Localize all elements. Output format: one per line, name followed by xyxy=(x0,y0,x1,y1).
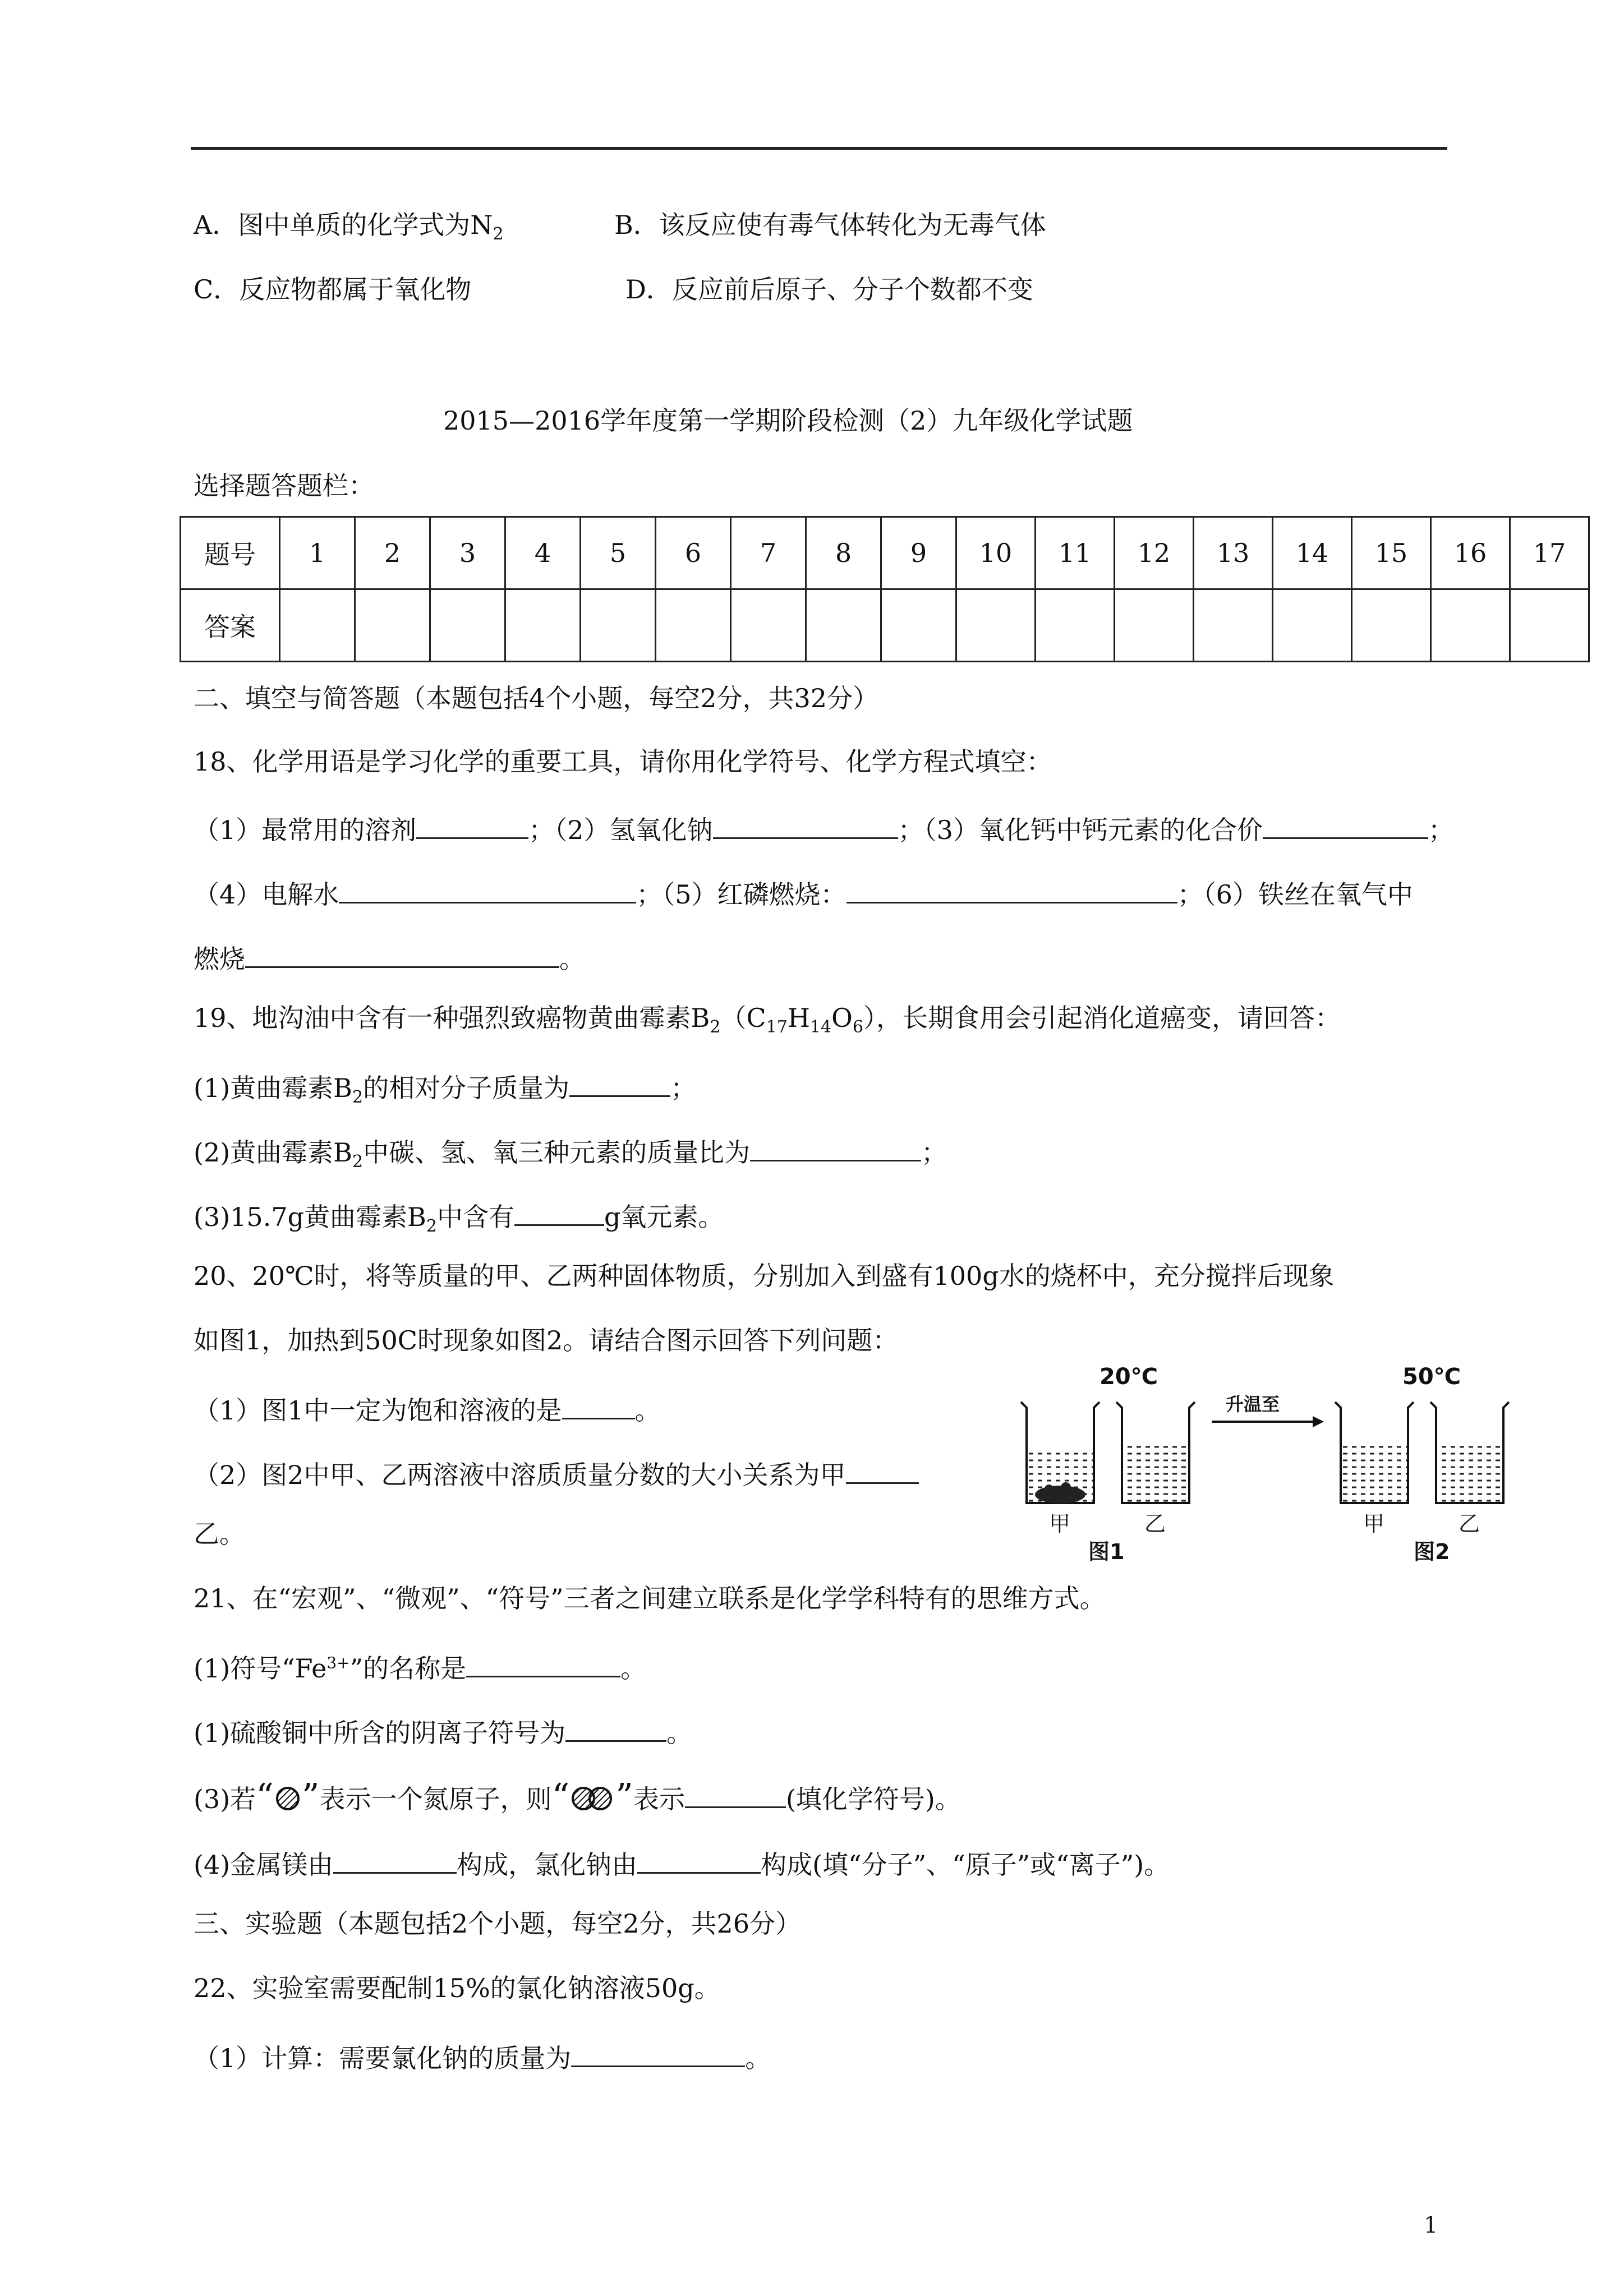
answer-cell[interactable] xyxy=(355,589,430,662)
table-row-numbers xyxy=(181,517,1589,589)
answer-blank[interactable] xyxy=(562,1392,635,1419)
q21-stem: 21、在“宏观”、“微观”、“符号”三者之间建立联系是化学学科特有的思维方式。 xyxy=(194,1583,1106,1613)
table-cell: 5 xyxy=(581,517,656,589)
answer-blank[interactable] xyxy=(846,1456,919,1484)
table-cell: 14 xyxy=(1273,517,1352,589)
table-cell: 7 xyxy=(731,517,806,589)
nitrogen-molecule-icon xyxy=(569,1786,615,1811)
answer-blank[interactable] xyxy=(637,1846,761,1874)
exam-title: 2015—2016学年度第一学期阶段检测（2）九年级化学试题 xyxy=(443,405,1133,436)
table-cell: 16 xyxy=(1431,517,1510,589)
heat-arrow xyxy=(1212,1394,1324,1427)
answer-cell[interactable] xyxy=(1431,589,1510,662)
q19-part2: (2)黄曲霉素$B_2$中碳、氢、氧三种元素的质量比为 ； xyxy=(194,1134,947,1170)
q22-stem: 22、实验室需要配制15%的氯化钠溶液50g。 xyxy=(194,1973,720,2003)
answer-blank[interactable] xyxy=(571,2040,745,2067)
q18-line1: （1）最常用的溶剂 ；（2）氢氧化钠 ；（3）氧化钙中钙元素的化合价 ； xyxy=(194,812,1454,843)
beaker-label-yi-2: 乙 xyxy=(1459,1511,1480,1536)
answer-blank[interactable] xyxy=(569,1069,670,1097)
section-3-heading: 三、实验题（本题包括2个小题，每空2分，共26分） xyxy=(194,1908,802,1939)
answer-cell[interactable] xyxy=(1510,589,1589,662)
q18-line3: 燃烧 。 xyxy=(194,940,585,972)
answer-cell[interactable] xyxy=(956,589,1036,662)
beaker-label-jia-1: 甲 xyxy=(1049,1511,1071,1536)
table-cell: 8 xyxy=(806,517,881,589)
answer-cell[interactable] xyxy=(1115,589,1194,662)
beaker-label-yi-1: 乙 xyxy=(1144,1511,1166,1536)
q20-part2: （2）图2中甲、乙两溶液中溶质质量分数的大小关系为甲 xyxy=(194,1456,919,1488)
answer-blank[interactable] xyxy=(565,1714,666,1742)
answer-bar-label: 选择题答题栏： xyxy=(194,471,374,501)
answer-cell[interactable] xyxy=(881,589,956,662)
beaker-jia-fig2 xyxy=(1335,1402,1414,1503)
table-cell: 12 xyxy=(1115,517,1194,589)
option-c: C．反应物都属于氧化物 xyxy=(194,274,472,305)
heat-arrow-label: 升温至 xyxy=(1226,1394,1280,1415)
temp-50-label: 50℃ xyxy=(1402,1364,1461,1390)
table-cell: 17 xyxy=(1510,517,1589,589)
answer-blank[interactable] xyxy=(416,812,528,839)
answer-blank[interactable] xyxy=(245,940,559,968)
q20-part1: （1）图1中一定为饱和溶液的是 。 xyxy=(194,1392,661,1423)
q21-part4: (4)金属镁由 构成，氯化钠由 构成(填“分子”、“原子”或“离子”)。 xyxy=(194,1846,1170,1878)
answer-blank[interactable] xyxy=(713,812,898,839)
page-number: 1 xyxy=(1424,2212,1438,2238)
answer-blank[interactable] xyxy=(1263,812,1428,839)
beaker-figure xyxy=(1010,1363,1526,1565)
figure-1-label: 图1 xyxy=(1088,1539,1125,1564)
answer-cell[interactable] xyxy=(280,589,355,662)
q21-part2: (1)硫酸铜中所含的阴离子符号为 。 xyxy=(194,1714,692,1746)
answer-cell[interactable] xyxy=(505,589,581,662)
answer-blank[interactable] xyxy=(750,1134,921,1161)
table-cell: 2 xyxy=(355,517,430,589)
table-cell: 13 xyxy=(1194,517,1273,589)
q20-part2-end: 乙。 xyxy=(194,1519,245,1549)
answer-cell[interactable] xyxy=(1273,589,1352,662)
q21-part1: (1)符号“$Fe^{3+}$”的名称是 。 xyxy=(194,1650,646,1681)
temp-20-label: 20℃ xyxy=(1099,1364,1158,1390)
option-b: B．该反应使有毒气体转化为无毒气体 xyxy=(614,210,1046,240)
table-header-answer: 答案 xyxy=(181,589,280,662)
table-cell: 4 xyxy=(505,517,581,589)
answer-cell[interactable] xyxy=(656,589,731,662)
answer-cell[interactable] xyxy=(430,589,505,662)
q22-part1: （1）计算：需要氯化钠的质量为 。 xyxy=(194,2040,771,2071)
answer-blank[interactable] xyxy=(846,876,1177,903)
answer-cell[interactable] xyxy=(731,589,806,662)
nitrogen-atom-icon xyxy=(274,1786,302,1811)
beaker-yi-fig1 xyxy=(1116,1402,1195,1503)
q21-part3: (3)若“ ”表示一个氮原子，则“ ”表示 (填化学符号)。 xyxy=(194,1776,961,1816)
answer-cell[interactable] xyxy=(1352,589,1431,662)
answer-cell[interactable] xyxy=(581,589,656,662)
answer-blank[interactable] xyxy=(339,876,636,903)
answer-cell[interactable] xyxy=(1194,589,1273,662)
q19-part1: (1)黄曲霉素$B_2$的相对分子质量为 ； xyxy=(194,1069,696,1106)
q20-line2: 如图1，加热到50C时现象如图2。请结合图示回答下列问题： xyxy=(194,1325,899,1356)
answer-blank[interactable] xyxy=(685,1781,786,1808)
section-2-heading: 二、填空与简答题（本题包括4个小题，每空2分，共32分） xyxy=(194,683,879,713)
answer-cell[interactable] xyxy=(806,589,881,662)
answer-table xyxy=(180,516,1590,662)
answer-blank[interactable] xyxy=(333,1846,457,1874)
beaker-jia-fig1 xyxy=(1021,1402,1099,1504)
q18-line2: （4）电解水 ；（5）红磷燃烧： ；（6）铁丝在氧气中 xyxy=(194,876,1413,907)
table-header-question: 题号 xyxy=(181,517,280,589)
option-d: D．反应前后原子、分子个数都不变 xyxy=(625,274,1033,305)
answer-cell[interactable] xyxy=(1036,589,1115,662)
beaker-label-jia-2: 甲 xyxy=(1363,1511,1385,1536)
q19-stem: 19、地沟油中含有一种强烈致癌物黄曲霉素$B_2(C_{17}H_{14}O_6)$，长期食用会引起消化道癌变，请回答： xyxy=(194,1003,1341,1038)
option-a: A．图中单质的化学式为$N_2$ xyxy=(194,210,504,245)
answer-blank[interactable] xyxy=(514,1198,604,1226)
answer-blank[interactable] xyxy=(466,1650,620,1677)
figure-2-label: 图2 xyxy=(1414,1539,1450,1564)
table-cell: 1 xyxy=(280,517,355,589)
top-rule xyxy=(191,147,1447,150)
table-row-answers xyxy=(181,589,1589,662)
table-cell: 11 xyxy=(1036,517,1115,589)
table-cell: 3 xyxy=(430,517,505,589)
q18-stem: 18、化学用语是学习化学的重要工具，请你用化学符号、化学方程式填空： xyxy=(194,746,1052,777)
table-cell: 10 xyxy=(956,517,1036,589)
table-cell: 6 xyxy=(656,517,731,589)
q20-line1: 20、20℃时，将等质量的甲、乙两种固体物质，分别加入到盛有100g水的烧杯中，充分搅拌后现象 xyxy=(194,1261,1335,1291)
beaker-yi-fig2 xyxy=(1430,1402,1509,1503)
table-cell: 15 xyxy=(1352,517,1431,589)
table-cell: 9 xyxy=(881,517,956,589)
q19-part3: (3)15.7g黄曲霉素$B_2$中含有 g氧元素。 xyxy=(194,1198,724,1235)
